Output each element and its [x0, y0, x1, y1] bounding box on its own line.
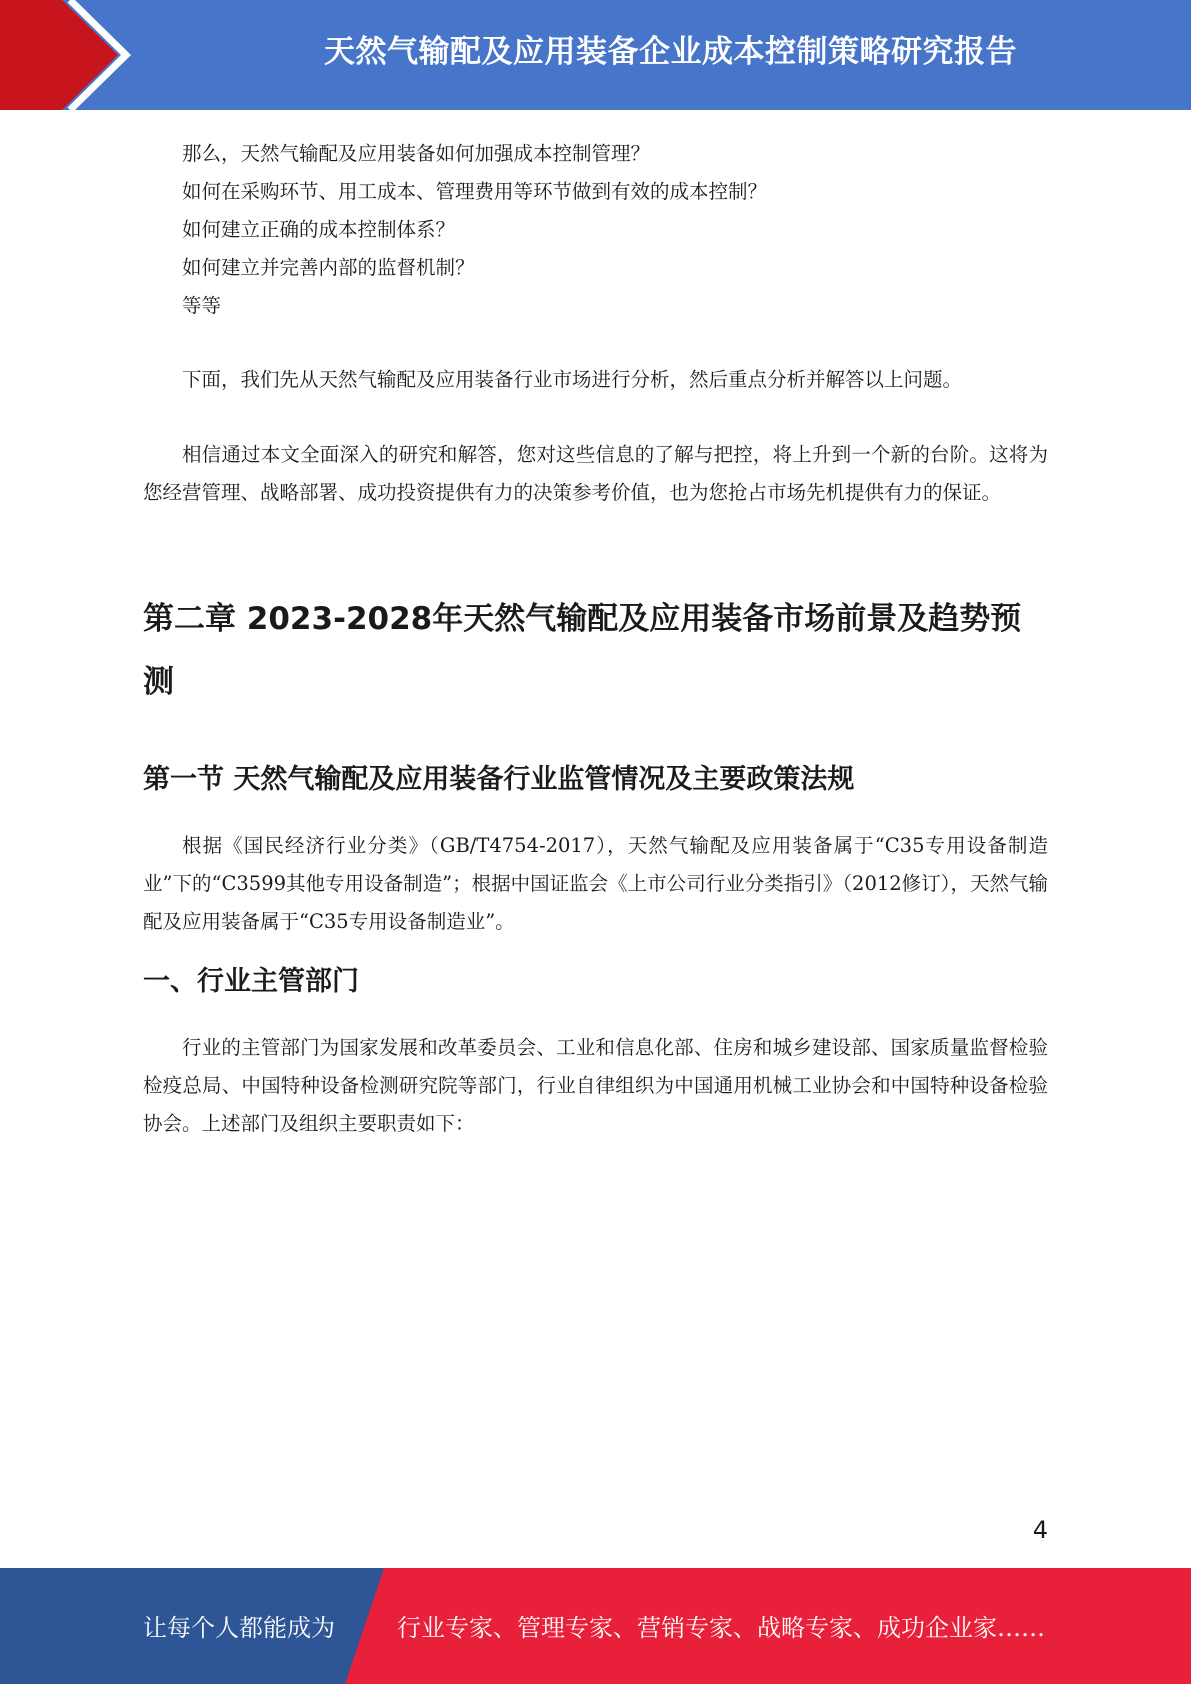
- paragraph-text: 根据《国民经济行业分类》（GB/T4754-2017），天然气输配及应用装备属于“C35专用设备制造业”下的“C3599其他专用设备制造”；根据中国证监会《上市公司行业分类指引》（2012修订），天然气输配及应用装备属于“C35专用设备制造业”。: [143, 834, 1048, 933]
- paragraph-text: 行业的主管部门为国家发展和改革委员会、工业和信息化部、住房和城乡建设部、国家质量监督检验检疫总局、中国特种设备检测研究院等部门，行业自律组织为中国通用机械工业协会和中国特种设备检验协会。上述部门及组织主要职责如下：: [143, 1036, 1048, 1135]
- subsection-title: 一、行业主管部门: [143, 966, 359, 997]
- section-title: 第一节 天然气输配及应用装备行业监管情况及主要政策法规: [143, 764, 855, 795]
- question-item: 那么，天然气输配及应用装备如何加强成本控制管理？: [182, 142, 651, 165]
- page-footer: [0, 1568, 1191, 1684]
- intro-questions: [143, 135, 1048, 325]
- page-number: 4: [1032, 1516, 1048, 1544]
- paragraph-next: [143, 361, 1048, 399]
- paragraph-text: 相信通过本文全面深入的研究和解答，您对这些信息的了解与把控，将上升到一个新的台阶。这将为您经营管理、战略部署、成功投资提供有力的决策参考价值，也为您抢占市场先机提供有力的保证。: [143, 443, 1048, 504]
- paragraph-departments: [143, 1029, 1048, 1143]
- header-arrow-icon: [0, 0, 160, 110]
- chapter-title: 第二章 2023-2028年天然气输配及应用装备市场前景及趋势预测: [143, 601, 1022, 700]
- footer-slogan-left: 让每个人都能成为: [143, 1614, 335, 1642]
- report-title: 天然气输配及应用装备企业成本控制策略研究报告: [324, 34, 1017, 70]
- paragraph-text: 下面，我们先从天然气输配及应用装备行业市场进行分析，然后重点分析并解答以上问题。: [182, 368, 963, 391]
- question-item: 等等: [182, 294, 222, 317]
- paragraph-trust: [143, 436, 1048, 512]
- paragraph-classification: [143, 827, 1048, 941]
- question-item: 如何建立并完善内部的监督机制？: [182, 256, 475, 279]
- question-item: 如何在采购环节、用工成本、管理费用等环节做到有效的成本控制？: [182, 180, 768, 203]
- page-header: [0, 0, 1191, 110]
- question-item: 如何建立正确的成本控制体系？: [182, 218, 456, 241]
- footer-slogan-right: 行业专家、管理专家、营销专家、战略专家、成功企业家……: [397, 1614, 1045, 1642]
